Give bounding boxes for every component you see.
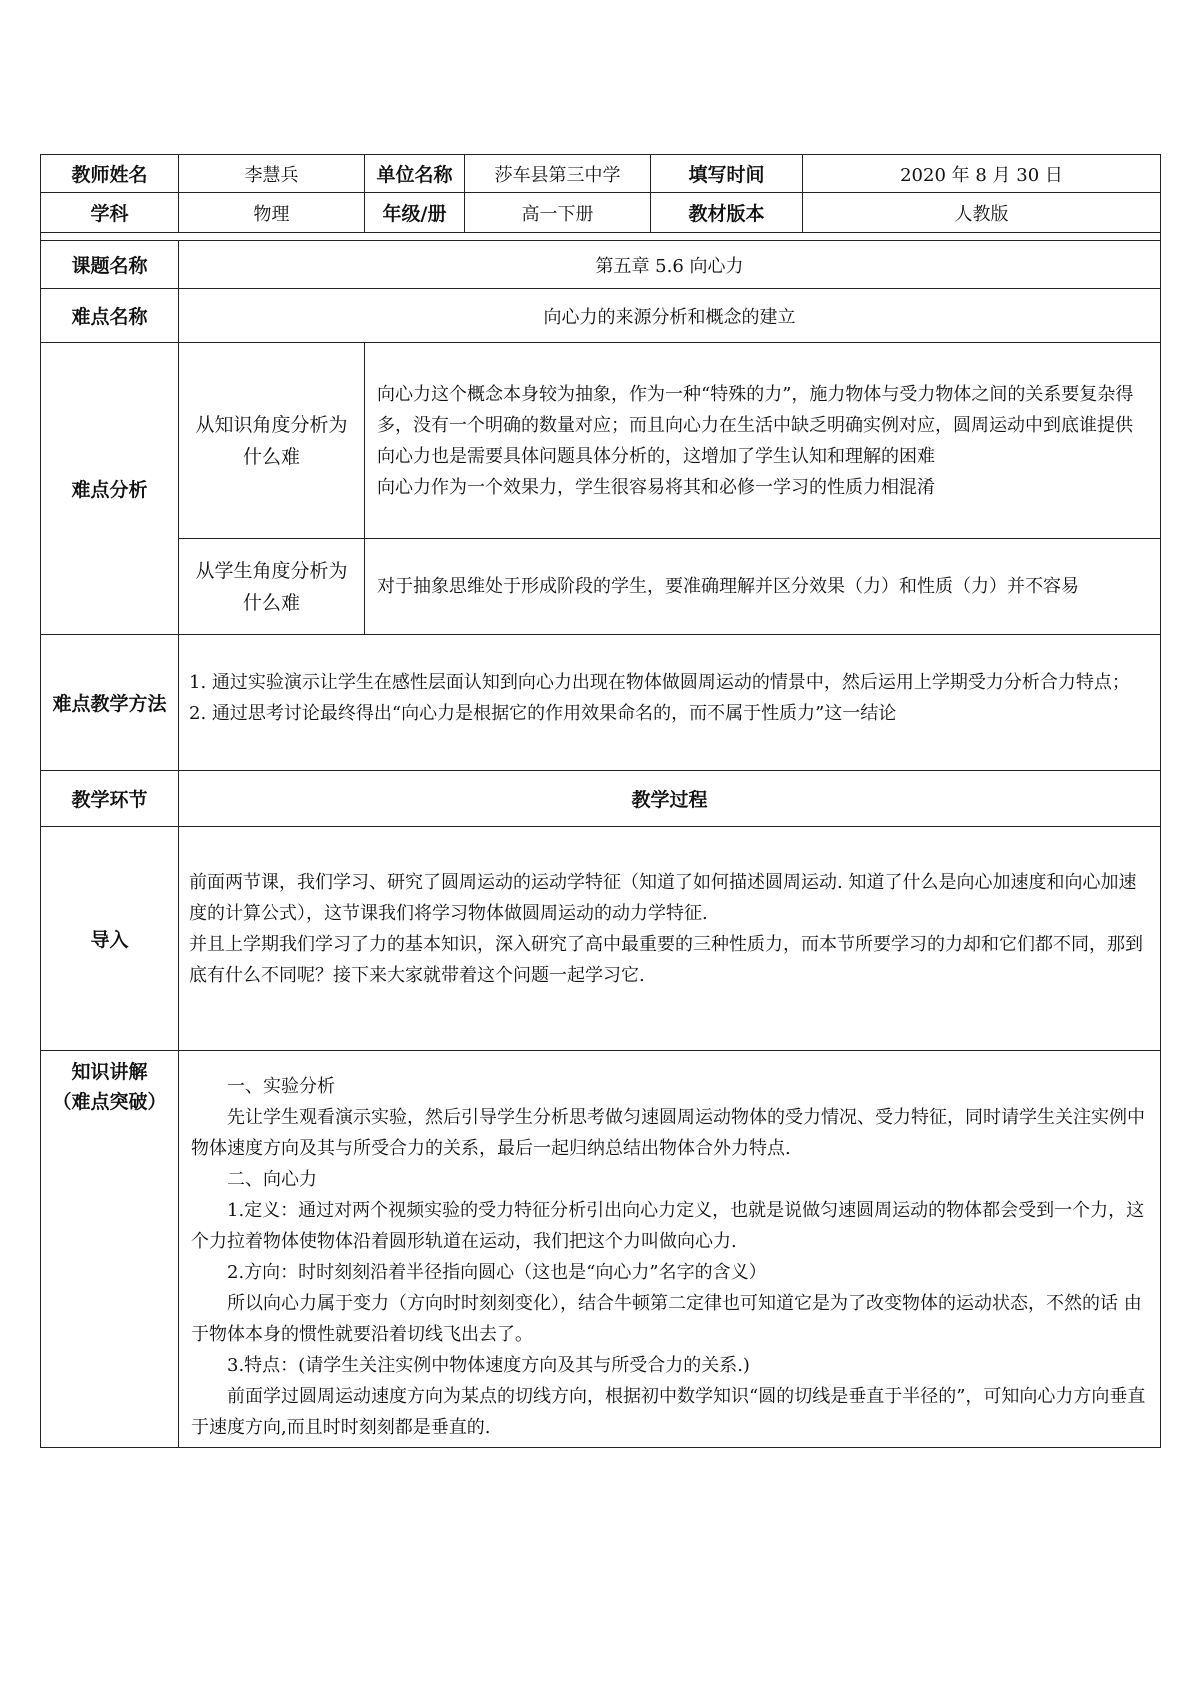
knowledge-angle-content [365,343,1161,539]
analysis-row-student [41,539,1161,635]
knowledge-angle-text: 从知识角度分析为什么难 [195,413,348,468]
knowledge-label-line-1: 知识讲解 [71,1061,148,1083]
student-angle-text: 从学生角度分析为什么难 [195,559,348,614]
knowledge-angle-label [179,343,365,539]
method-row [41,635,1161,771]
topic-value: 第五章 5.6 向心力 [179,241,1161,289]
process-label: 教学环节 [41,771,179,827]
difficulty-row [41,289,1161,343]
knowledge-angle-para-1: 向心力这个概念本身较为抽象，作为一种“特殊的力”，施力物体与受力物体之间的关系要复杂得多，没有一个明确的数量对应；而且向心力在生活中缺乏明确实例对应，圆周运动中到底谁提供向心力也是需要具体问题具体分析的，这增加了学生认知和理解的困难 [377,383,1134,467]
knowledge-para-2: 1.定义：通过对两个视频实验的受力特征分析引出向心力定义，也就是说做匀速圆周运动的物体都会受到一个力，这个力拉着物体使物体沿着圆形轨道在运动，我们把这个力叫做向心力. [191,1200,1145,1252]
knowledge-para-5: 3.特点：(请学生关注实例中物体速度方向及其与所受合力的关系.) [227,1355,750,1376]
knowledge-para-1: 先让学生观看演示实验，然后引导学生分析思考做匀速圆周运动物体的受力情况、受力特征，同时请学生关注实例中物体速度方向及其与所受合力的关系，最后一起归纳总结出物体合外力特点. [191,1107,1145,1159]
knowledge-heading-1: 一、实验分析 [227,1076,335,1097]
grade-value: 高一下册 [465,193,651,233]
knowledge-para-4: 所以向心力属于变力（方向时时刻刻变化），结合牛顿第二定律也可知道它是为了改变物体的运动状态，不然的话 由于物体本身的惯性就要沿着切线飞出去了。 [191,1293,1142,1345]
date-value: 2020 年 8 月 30 日 [803,155,1161,193]
unit-value: 莎车县第三中学 [465,155,651,193]
process-value: 教学过程 [179,771,1161,827]
lesson-plan-table [40,154,1161,1448]
header-row-1 [41,155,1161,193]
knowledge-heading-2: 二、向心力 [227,1169,317,1190]
student-angle-content: 对于抽象思维处于形成阶段的学生，要准确理解并区分效果（力）和性质（力）并不容易 [365,539,1161,635]
header-row-2 [41,193,1161,233]
intro-para-1: 前面两节课，我们学习、研究了圆周运动的运动学特征（知道了如何描述圆周运动. 知道了什么是向心加速度和向心加速度的计算公式），这节课我们将学习物体做圆周运动的动力学特征. [189,871,1137,924]
intro-label: 导入 [41,827,179,1051]
lesson-plan-page [40,154,1160,1448]
analysis-label: 难点分析 [41,343,179,635]
method-line-1: 1. 通过实验演示让学生在感性层面认知到向心力出现在物体做圆周运动的情景中，然后运用上学期受力分析合力特点； [189,671,1130,693]
intro-para-2: 并且上学期我们学习了力的基本知识，深入研究了高中最重要的三种性质力，而本节所要学习的力却和它们都不同，那到底有什么不同呢？接下来大家就带着这个问题一起学习它. [189,933,1143,986]
subject-value: 物理 [179,193,365,233]
spacer-row [41,233,1161,241]
knowledge-para-3: 2.方向：时时刻刻沿着半径指向圆心（这也是“向心力”名字的含义） [227,1262,767,1283]
method-line-2: 2. 通过思考讨论最终得出“向心力是根据它的作用效果命名的，而不属于性质力”这一结论 [189,702,897,724]
edition-value: 人教版 [803,193,1161,233]
knowledge-content [179,1051,1161,1448]
knowledge-angle-para-2: 向心力作为一个效果力，学生很容易将其和必修一学习的性质力相混淆 [377,476,935,498]
difficulty-value: 向心力的来源分析和概念的建立 [179,289,1161,343]
difficulty-label: 难点名称 [41,289,179,343]
method-content [179,635,1161,771]
grade-label: 年级/册 [365,193,465,233]
knowledge-para-6: 前面学过圆周运动速度方向为某点的切线方向，根据初中数学知识“圆的切线是垂直于半径的”，可知向心力方向垂直于速度方向,而且时时刻刻都是垂直的. [191,1386,1146,1438]
method-label: 难点教学方法 [41,635,179,771]
student-angle-label [179,539,365,635]
teacher-label: 教师姓名 [41,155,179,193]
date-label: 填写时间 [651,155,803,193]
teacher-value: 李慧兵 [179,155,365,193]
knowledge-row [41,1051,1161,1448]
topic-label: 课题名称 [41,241,179,289]
subject-label: 学科 [41,193,179,233]
topic-row [41,241,1161,289]
unit-label: 单位名称 [365,155,465,193]
edition-label: 教材版本 [651,193,803,233]
knowledge-label-line-2: （难点突破） [52,1091,167,1113]
knowledge-label [41,1051,179,1448]
analysis-row-knowledge [41,343,1161,539]
spacer-cell [41,233,1161,241]
intro-row [41,827,1161,1051]
intro-content [179,827,1161,1051]
process-row [41,771,1161,827]
